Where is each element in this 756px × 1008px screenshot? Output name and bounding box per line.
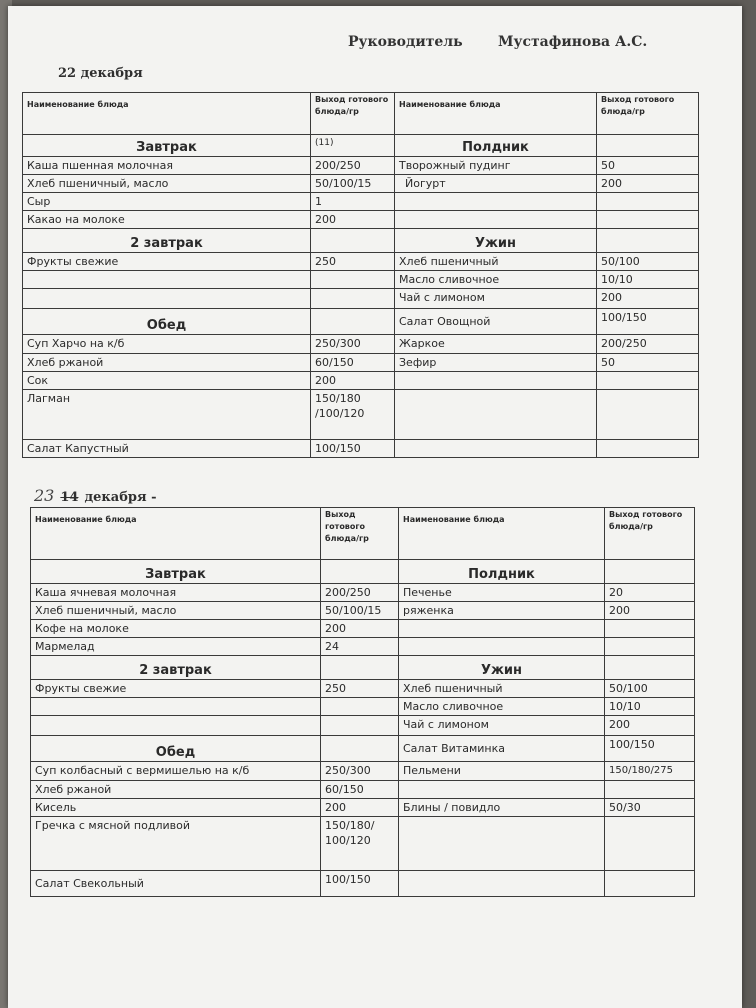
table-row	[31, 799, 695, 817]
dish-name: Салат Капустный	[23, 440, 311, 458]
table-row	[31, 680, 695, 698]
dish-name: Хлеб пшеничный, масло	[23, 175, 311, 193]
section-snack: Полдник	[395, 135, 597, 157]
dish-output: 50/100/15	[321, 602, 399, 620]
dish-name: Какао на молоке	[23, 211, 311, 229]
table-row	[31, 620, 695, 638]
day1-menu-table	[22, 92, 699, 458]
dish-output: 10/10	[597, 271, 699, 289]
table-row	[31, 656, 695, 680]
table-row	[23, 372, 699, 390]
section-lunch: Обед	[31, 736, 321, 762]
dish-output: 200/250	[311, 157, 395, 175]
col-header-name-right: Наименование блюда	[399, 508, 605, 560]
dish-output: 50	[597, 354, 699, 372]
header-name: Мустафинова А.С.	[498, 34, 648, 50]
dish-name: Сок	[23, 372, 311, 390]
dish-output: 50/100	[597, 253, 699, 271]
dish-name: Блины / повидло	[399, 799, 605, 817]
table-row	[23, 157, 699, 175]
dish-name: Чай с лимоном	[399, 716, 605, 736]
dish-name: Кофе на молоке	[31, 620, 321, 638]
col-header-name-right: Наименование блюда	[395, 93, 597, 135]
dish-name: Хлеб пшеничный	[399, 680, 605, 698]
dish-name: Лагман	[23, 390, 311, 440]
table-row	[31, 716, 695, 736]
table-row	[23, 175, 699, 193]
table-row	[31, 817, 695, 871]
dish-name: Печенье	[399, 584, 605, 602]
table-header-row	[31, 508, 695, 560]
dish-output: 60/150	[311, 354, 395, 372]
dish-output: 200	[597, 289, 699, 309]
table-row	[23, 289, 699, 309]
dish-output: 200	[311, 372, 395, 390]
table-header-row	[23, 93, 699, 135]
dish-output: 20	[605, 584, 695, 602]
dish-name: Салат Свекольный	[31, 871, 321, 897]
dish-name: Каша пшенная молочная	[23, 157, 311, 175]
dish-name: Салат Овощной	[395, 309, 597, 335]
day2-date-struck: 14	[60, 490, 79, 505]
dish-output: 250	[321, 680, 399, 698]
table-row	[23, 309, 699, 335]
dish-output: 150/180/275	[605, 762, 695, 781]
table-row	[23, 390, 699, 440]
dish-output: 200	[605, 716, 695, 736]
day2-menu-table	[30, 507, 695, 897]
dish-name: Хлеб пшеничный, масло	[31, 602, 321, 620]
section-dinner: Ужин	[395, 229, 597, 253]
dish-output: 150/180/ 100/120	[321, 817, 399, 871]
output-note: (11)	[311, 135, 395, 157]
table-row	[23, 211, 699, 229]
dish-output: 50/100/15	[311, 175, 395, 193]
dish-name: ряженка	[399, 602, 605, 620]
table-row	[23, 440, 699, 458]
dish-name: Хлеб ржаной	[23, 354, 311, 372]
table-row	[31, 736, 695, 762]
table-row	[23, 229, 699, 253]
dish-output: 100/150	[321, 871, 399, 897]
dish-name: Сыр	[23, 193, 311, 211]
table-row	[23, 253, 699, 271]
dish-name: Фрукты свежие	[31, 680, 321, 698]
dish-output: 250/300	[311, 335, 395, 354]
col-header-output-right: Выход готового блюда/гр	[597, 93, 699, 135]
dish-output: 250/300	[321, 762, 399, 781]
dish-name: Пельмени	[399, 762, 605, 781]
dish-name: Кисель	[31, 799, 321, 817]
table-row	[31, 602, 695, 620]
section-breakfast2: 2 завтрак	[31, 656, 321, 680]
dish-name: Йогурт	[395, 175, 597, 193]
table-row	[31, 781, 695, 799]
dish-output: 200	[321, 620, 399, 638]
table-row	[23, 135, 699, 157]
dish-output: 50/100	[605, 680, 695, 698]
dish-output: 150/180 /100/120	[311, 390, 395, 440]
table-row	[31, 698, 695, 716]
dish-name: Масло сливочное	[395, 271, 597, 289]
section-breakfast: Завтрак	[31, 560, 321, 584]
col-header-output: Выход готового блюда/гр	[311, 93, 395, 135]
day2-date-handwritten: 23	[34, 486, 55, 505]
dish-output: 50/30	[605, 799, 695, 817]
day2-date-rest: декабря -	[84, 490, 157, 505]
table-row	[23, 193, 699, 211]
dish-output: 200	[321, 799, 399, 817]
dish-output: 1	[311, 193, 395, 211]
dish-name: Творожный пудинг	[395, 157, 597, 175]
header-role: Руководитель	[348, 34, 463, 50]
day1-date: 22 декабря	[58, 66, 143, 81]
col-header-output: Выход готового блюда/гр	[321, 508, 399, 560]
dish-output: 200/250	[321, 584, 399, 602]
dish-name: Гречка с мясной подливой	[31, 817, 321, 871]
table-row	[31, 560, 695, 584]
table-row	[31, 762, 695, 781]
dish-name: Суп колбасный с вермишелью на к/б	[31, 762, 321, 781]
dish-output: 200/250	[597, 335, 699, 354]
dish-output: 200	[311, 211, 395, 229]
table-row	[23, 271, 699, 289]
section-snack: Полдник	[399, 560, 605, 584]
dish-name: Масло сливочное	[399, 698, 605, 716]
dish-name: Хлеб ржаной	[31, 781, 321, 799]
dish-output: 60/150	[321, 781, 399, 799]
col-header-output-right: Выход готового блюда/гр	[605, 508, 695, 560]
dish-name: Суп Харчо на к/б	[23, 335, 311, 354]
day2-date	[34, 486, 157, 505]
dish-output: 250	[311, 253, 395, 271]
dish-name: Чай с лимоном	[395, 289, 597, 309]
section-dinner: Ужин	[399, 656, 605, 680]
col-header-name: Наименование блюда	[31, 508, 321, 560]
dish-name: Салат Витаминка	[399, 736, 605, 762]
dish-output: 200	[597, 175, 699, 193]
dish-name: Хлеб пшеничный	[395, 253, 597, 271]
dish-name: Мармелад	[31, 638, 321, 656]
table-row	[23, 335, 699, 354]
col-header-name: Наименование блюда	[23, 93, 311, 135]
section-breakfast: Завтрак	[23, 135, 311, 157]
dish-name: Зефир	[395, 354, 597, 372]
table-row	[31, 638, 695, 656]
dish-name: Фрукты свежие	[23, 253, 311, 271]
dish-output: 24	[321, 638, 399, 656]
dish-output: 50	[597, 157, 699, 175]
dish-output: 100/150	[605, 736, 695, 762]
dish-name: Каша ячневая молочная	[31, 584, 321, 602]
dish-output: 10/10	[605, 698, 695, 716]
dish-output: 100/150	[597, 309, 699, 335]
section-breakfast2: 2 завтрак	[23, 229, 311, 253]
section-lunch: Обед	[23, 309, 311, 335]
table-row	[31, 871, 695, 897]
table-row	[31, 584, 695, 602]
dish-output: 200	[605, 602, 695, 620]
dish-output: 100/150	[311, 440, 395, 458]
table-row	[23, 354, 699, 372]
dish-name: Жаркое	[395, 335, 597, 354]
